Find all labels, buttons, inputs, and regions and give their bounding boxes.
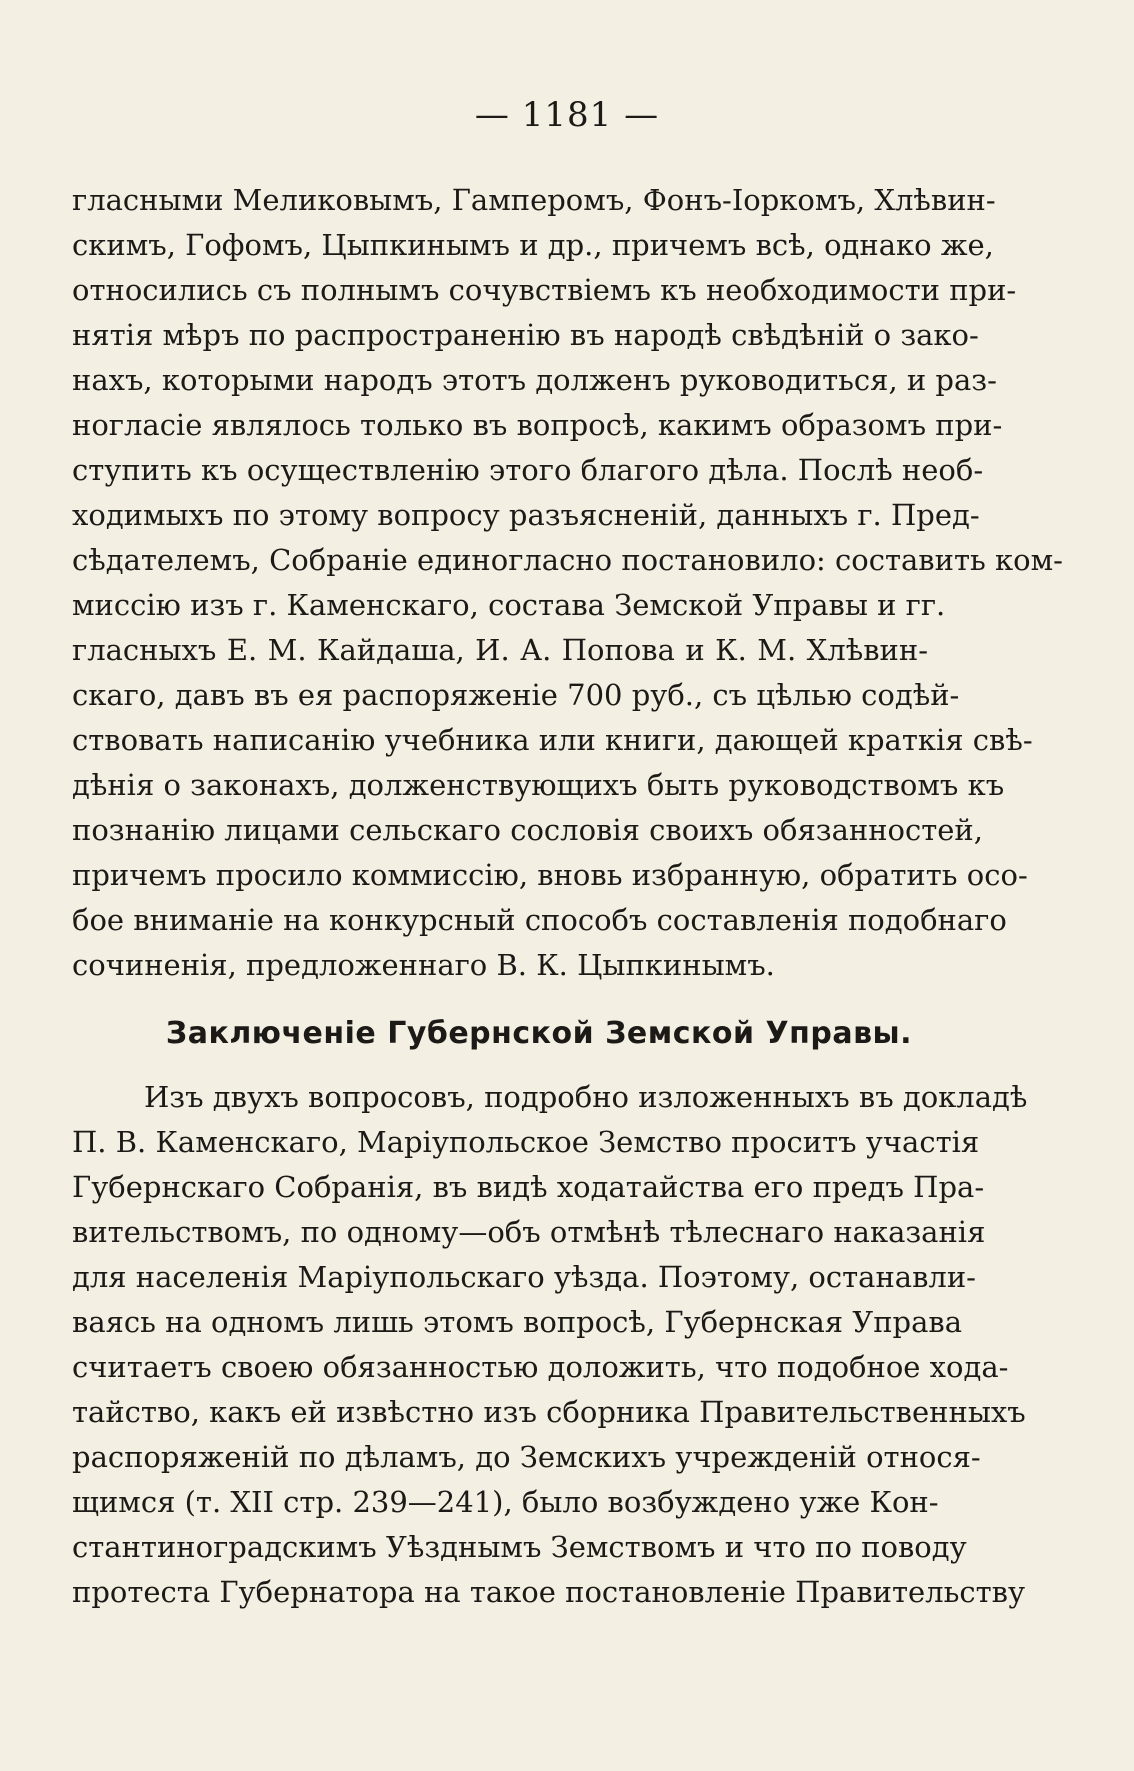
text-line: скаго, давъ въ ея распоряженіе 700 руб., съ цѣлью содѣй- (72, 678, 960, 712)
text-line: ногласіе являлось только въ вопросѣ, какимъ образомъ при- (72, 408, 1003, 442)
text-line: считаетъ своею обязанностью доложить, что подобное хода- (72, 1350, 1009, 1384)
text-line: нахъ, которыми народъ этотъ долженъ руководиться, и раз- (72, 363, 997, 397)
text-line: Изъ двухъ вопросовъ, подробно изложенныхъ въ докладѣ (144, 1080, 1028, 1114)
text-line: распоряженій по дѣламъ, до Земскихъ учрежденій относя- (72, 1440, 981, 1474)
paragraph-2 (72, 1075, 1028, 1615)
text-line: для населенія Маріупольскаго уѣзда. Поэтому, останавли- (72, 1260, 976, 1294)
text-line: Губернскаго Собранія, въ видѣ ходатайства его предъ Пра- (72, 1170, 985, 1204)
text-line: гласныхъ Е. М. Кайдаша, И. А. Попова и К. М. Хлѣвин- (72, 633, 928, 667)
text-line: миссію изъ г. Каменскаго, состава Земской Управы и гг. (72, 588, 946, 622)
text-line: дѣнія о законахъ, долженствующихъ быть руководствомъ къ (72, 768, 1005, 802)
text-line: ваясь на одномъ лишь этомъ вопросѣ, Губернская Управа (72, 1305, 963, 1339)
text-line: ходимыхъ по этому вопросу разъясненій, данныхъ г. Пред- (72, 498, 980, 532)
section-heading: Заключеніе Губернской Земской Управы. (165, 1016, 913, 1051)
paragraph-1 (72, 178, 1063, 988)
text-line: ствовать написанію учебника или книги, дающей краткія свѣ- (72, 723, 1033, 757)
text-line: причемъ просило коммиссію, вновь избранную, обратить осо- (72, 858, 1028, 892)
text-line: вительствомъ, по одному—объ отмѣнѣ тѣлеснаго наказанія (72, 1215, 986, 1249)
text-line: ступить къ осуществленію этого благого дѣла. Послѣ необ- (72, 453, 984, 487)
text-line: сѣдателемъ, Собраніе единогласно постановило: составить ком- (72, 543, 1063, 577)
text-line: гласными Меликовымъ, Гамперомъ, Фонъ-Іоркомъ, Хлѣвин- (72, 183, 996, 217)
text-line: П. В. Каменскаго, Маріупольское Земство проситъ участія (72, 1125, 980, 1159)
text-line: нятія мѣръ по распространенію въ народѣ свѣдѣній о зако- (72, 318, 979, 352)
text-line: протеста Губернатора на такое постановленіе Правительству (72, 1575, 1026, 1609)
text-line: познанію лицами сельскаго сословія своихъ обязанностей, (72, 813, 983, 847)
text-line: щимся (т. XII стр. 239—241), было возбуждено уже Кон- (72, 1485, 939, 1519)
text-line: тайство, какъ ей извѣстно изъ сборника Правительственныхъ (72, 1395, 1026, 1429)
text-line: скимъ, Гофомъ, Цыпкинымъ и др., причемъ всѣ, однако же, (72, 228, 994, 262)
page-number: — 1181 — (474, 95, 660, 135)
text-line: сочиненія, предложеннаго В. К. Цыпкинымъ. (72, 948, 775, 982)
text-line: бое вниманіе на конкурсный способъ составленія подобнаго (72, 903, 1007, 937)
text-line: стантиноградскимъ Уѣзднымъ Земствомъ и что по поводу (72, 1530, 967, 1564)
text-line: относились съ полнымъ сочувствіемъ къ необходимости при- (72, 273, 1017, 307)
